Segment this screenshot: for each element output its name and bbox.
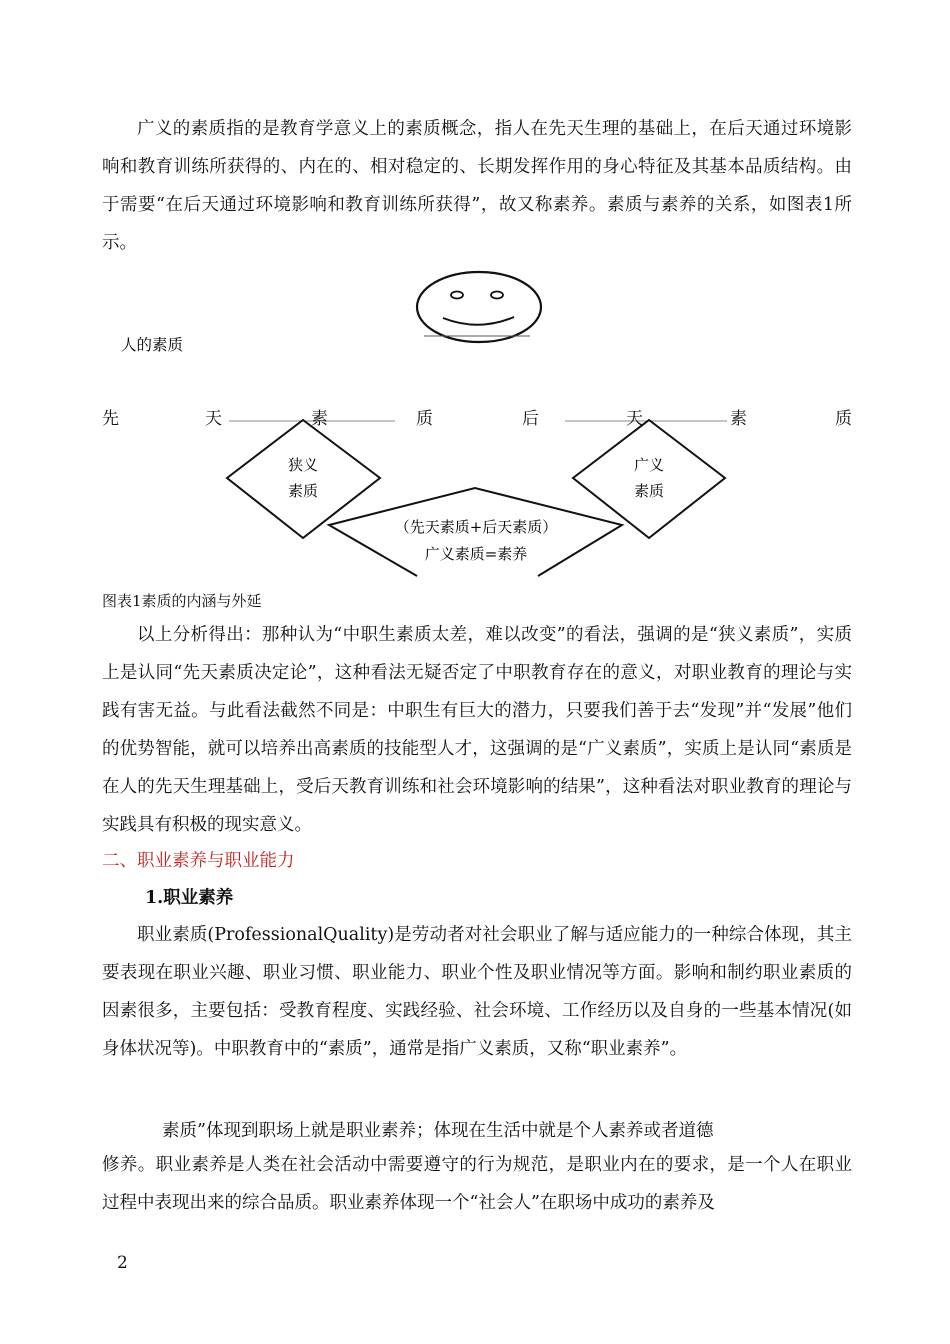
subsection-heading: 1.职业素养 xyxy=(145,888,234,908)
smiley-face-icon xyxy=(417,272,541,342)
narrow-quality-line1: 狭义 xyxy=(287,456,319,474)
row-char: 素 xyxy=(730,409,747,429)
paragraph-professional-quality: 职业素质(ProfessionalQuality)是劳动者对社会职业了解与适应能力的一种综合体现，其主要表现在职业兴趣、职业习惯、职业能力、职业个性及职业情况等方面。影响和制约职业素质的因素很多，主要包括：受教育程度、实践经验、社会环境、工作经历以及自身的一些基本情况(如身体状况等)。中职教育中的“素质”，通常是指广义素质，又称“职业素养”。 xyxy=(102,925,852,1059)
broad-quality-line1: 广义 xyxy=(633,456,665,474)
page-number: 2 xyxy=(117,1253,128,1273)
combined-quality-formula: （先天素质+后天素质） xyxy=(394,518,558,536)
innate-acquired-row xyxy=(102,404,852,428)
row-char: 先 xyxy=(102,409,119,429)
figure-caption: 图表1素质的内涵与外延 xyxy=(102,592,262,610)
row-char: 质 xyxy=(416,409,433,429)
narrow-quality-diamond xyxy=(227,420,380,538)
row-char: 后 xyxy=(522,409,539,429)
row-char: 质 xyxy=(835,409,852,429)
broad-quality-line2: 素质 xyxy=(633,482,665,500)
paragraph-analysis: 以上分析得出：那种认为“中职生素质太差，难以改变”的看法，强调的是“狭义素质”，实质上是认同“先天素质决定论”，这种看法无疑否定了中职教育存在的意义，对职业教育的理论与实践有害无益。与此看法截然不同是：中职生有巨大的潜力，只要我们善于去“发现”并“发展”他们的优势智能，就可以培养出高素质的技能型人才，这强调的是“广义素质”，实质上是认同“素质是在人的先天生理基础上，受后天教育训练和社会环境影响的结果”，这种看法对职业教育的理论与实践具有积极的现实意义。 xyxy=(102,625,852,835)
broad-quality-diamond xyxy=(573,420,725,538)
paragraph-professional-cultivation-start: 素质”体现到职场上就是职业素养；体现在生活中就是个人素养或者道德 xyxy=(162,1121,714,1141)
row-char: 天 xyxy=(626,409,643,429)
paragraph-broad-quality: 广义的素质指的是教育学意义上的素质概念，指人在先天生理的基础上，在后天通过环境影响和教育训练所获得的、内在的、相对稳定的、长期发挥作用的身心特征及其基本品质结构。由于需要“在后天通过环境影响和教育训练所获得”，故又称素养。素质与素养的关系，如图表1所示。 xyxy=(102,119,852,253)
broad-equals-cultivation: 广义素质=素养 xyxy=(424,545,528,563)
row-char: 天 xyxy=(205,409,222,429)
paragraph-professional-cultivation: 修养。职业素养是人类在社会活动中需要遵守的行为规范，是职业内在的要求，是一个人在职业过程中表现出来的综合品质。职业素养体现一个“社会人”在职场中成功的素养及 xyxy=(102,1155,852,1213)
section-heading: 二、职业素养与职业能力 xyxy=(102,851,295,871)
narrow-quality-line2: 素质 xyxy=(287,482,319,500)
person-quality-label: 人的素质 xyxy=(121,336,184,354)
row-char: 素 xyxy=(311,409,328,429)
